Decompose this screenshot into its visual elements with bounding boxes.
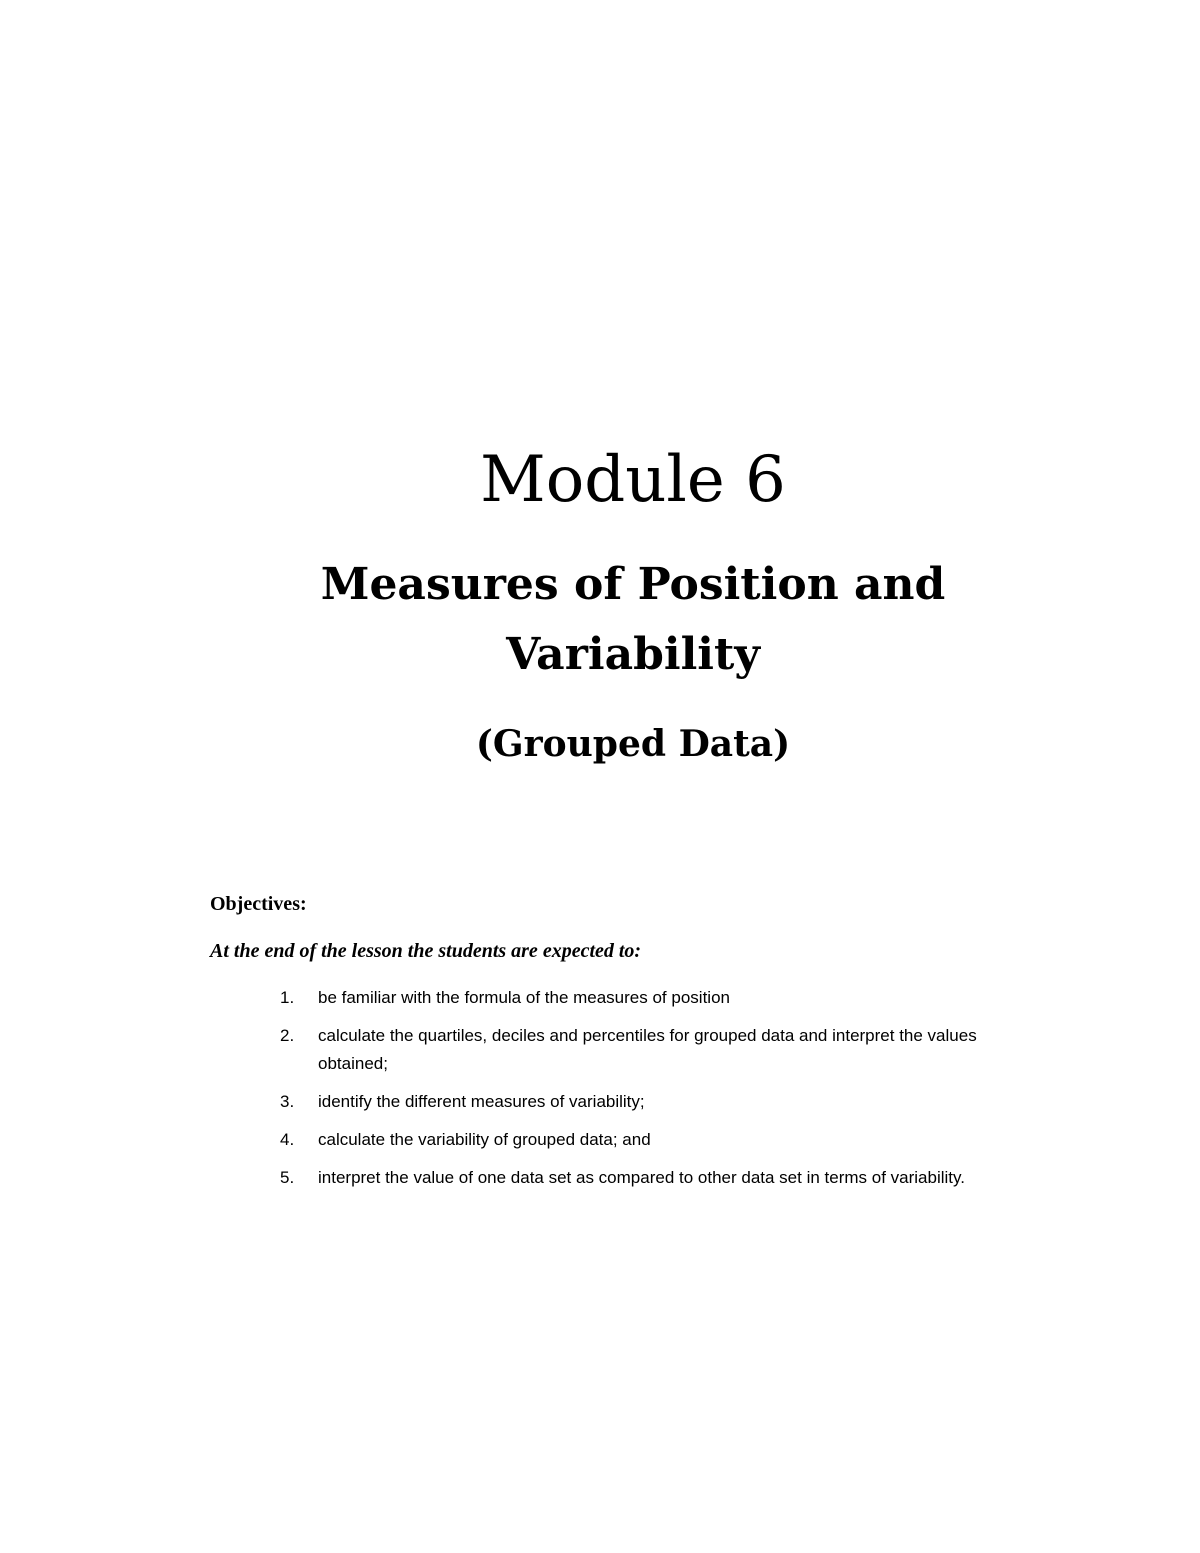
objective-text: interpret the value of one data set as compared to other data set in terms of variability. — [318, 1168, 965, 1187]
objective-number: 5. — [280, 1168, 295, 1187]
objective-item — [280, 1126, 1040, 1154]
objectives-heading: Objectives: — [210, 893, 307, 915]
objective-item — [280, 984, 1040, 1012]
objective-text: identify the different measures of variability; — [318, 1092, 645, 1111]
objective-text: calculate the quartiles, deciles and percentiles for grouped data and interpret the values obtained; — [318, 1026, 977, 1073]
lesson-title — [0, 550, 1200, 690]
module-title: Module 6 — [480, 443, 786, 517]
lesson-title-line-1: Measures of Position and — [320, 559, 946, 610]
objective-number: 4. — [280, 1130, 295, 1149]
lesson-subtitle: (Grouped Data) — [475, 723, 791, 765]
lesson-title-line-2: Variability — [506, 629, 760, 680]
objective-number: 3. — [280, 1092, 295, 1111]
objective-item — [280, 1088, 1040, 1116]
objective-item — [280, 1164, 1040, 1192]
objectives-intro: At the end of the lesson the students are expected to: — [210, 940, 642, 962]
objective-item — [280, 1022, 1040, 1078]
objective-number: 2. — [280, 1026, 295, 1045]
objectives-list — [280, 984, 1040, 1202]
objective-text: be familiar with the formula of the measures of position — [318, 988, 730, 1007]
objective-number: 1. — [280, 988, 295, 1007]
objective-text: calculate the variability of grouped data; and — [318, 1130, 651, 1149]
